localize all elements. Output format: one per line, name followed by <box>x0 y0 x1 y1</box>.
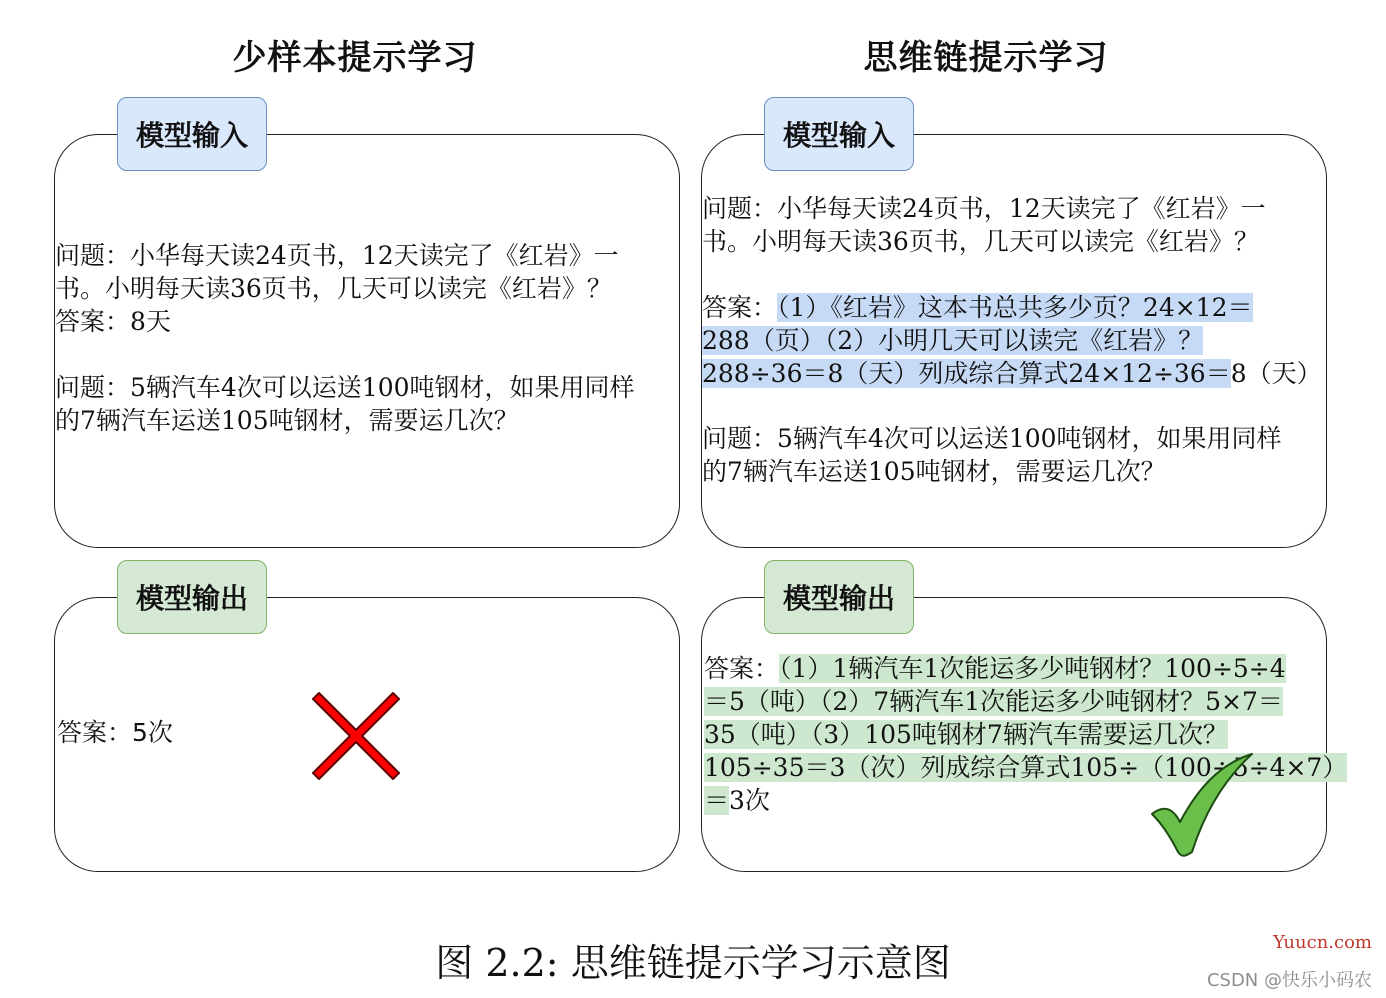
right-output-tail: 3次 <box>729 786 770 815</box>
right-output-line-1 <box>704 652 1286 685</box>
left-output-answer: 答案：5次 <box>57 718 173 747</box>
right-output-hl-3: 35（吨）（3）105吨钢材7辆汽车需要运几次？ <box>704 720 1228 749</box>
right-input-line-2: 书。小明每天读36页书，几天可以读完《红岩》？ <box>702 227 1259 256</box>
right-answer-hl-1: （1）《红岩》这本书总共多少页？24×12＝ <box>777 293 1253 322</box>
left-input-line-6: 的7辆汽车运送105吨钢材，需要运几次？ <box>55 406 519 435</box>
right-output-box <box>701 597 1348 872</box>
left-input-line-5: 问题：5辆汽车4次可以运送100吨钢材，如果用同样 <box>55 373 635 402</box>
right-input-line-6: 问题：5辆汽车4次可以运送100吨钢材，如果用同样 <box>702 424 1282 453</box>
left-output-box <box>54 597 680 872</box>
right-output-line-3 <box>704 718 1228 751</box>
right-answer-hl-2: 288（页）（2）小明几天可以读完《红岩》？ <box>702 326 1204 355</box>
right-output-hl-5: ＝ <box>704 786 730 815</box>
cross-icon <box>311 691 401 781</box>
right-output-line-5 <box>704 784 770 817</box>
right-answer-line-1 <box>702 291 1253 324</box>
right-input-line-1: 问题：小华每天读24页书，12天读完了《红岩》一 <box>702 194 1266 223</box>
few-shot-title: 少样本提示学习 <box>232 38 478 78</box>
right-output-hl-2: ＝5（吨）（2）7辆汽车1次能运多少吨钢材？5×7＝ <box>704 687 1283 716</box>
right-answer-line-3 <box>702 357 1322 390</box>
check-icon <box>1148 752 1258 862</box>
left-input-line-2: 书。小明每天读36页书，几天可以读完《红岩》？ <box>55 274 612 303</box>
right-output-label: 答案： <box>704 654 780 683</box>
right-input-tag: 模型输入 <box>764 97 914 171</box>
site-watermark: Yuucn.com <box>1273 932 1372 953</box>
right-input-line-7: 的7辆汽车运送105吨钢材，需要运几次？ <box>702 457 1166 486</box>
right-answer-label: 答案： <box>702 293 778 322</box>
right-answer-hl-3: 288÷36＝8（天）列成综合算式24×12÷36＝ <box>702 359 1231 388</box>
right-input-box <box>701 134 1327 548</box>
right-answer-line-2 <box>702 324 1203 357</box>
left-output-tag: 模型输出 <box>117 560 267 634</box>
csdn-watermark: CSDN @快乐小码农 <box>1206 970 1372 991</box>
left-input-line-1: 问题：小华每天读24页书，12天读完了《红岩》一 <box>55 241 619 270</box>
left-input-tag: 模型输入 <box>117 97 267 171</box>
left-input-line-3: 答案：8天 <box>55 307 171 336</box>
right-output-hl-1: （1）1辆汽车1次能运多少吨钢材？100÷5÷4 <box>779 654 1286 683</box>
right-output-tag: 模型输出 <box>764 560 914 634</box>
right-output-hl-4: 105÷35＝3（次）列成综合算式105÷（100÷5÷4×7） <box>704 753 1348 782</box>
cot-title: 思维链提示学习 <box>863 38 1109 78</box>
right-answer-tail: 8（天） <box>1230 359 1322 388</box>
figure-caption: 图 2.2: 思维链提示学习示意图 <box>435 941 951 985</box>
right-output-line-2 <box>704 685 1283 718</box>
left-input-box <box>54 134 680 548</box>
